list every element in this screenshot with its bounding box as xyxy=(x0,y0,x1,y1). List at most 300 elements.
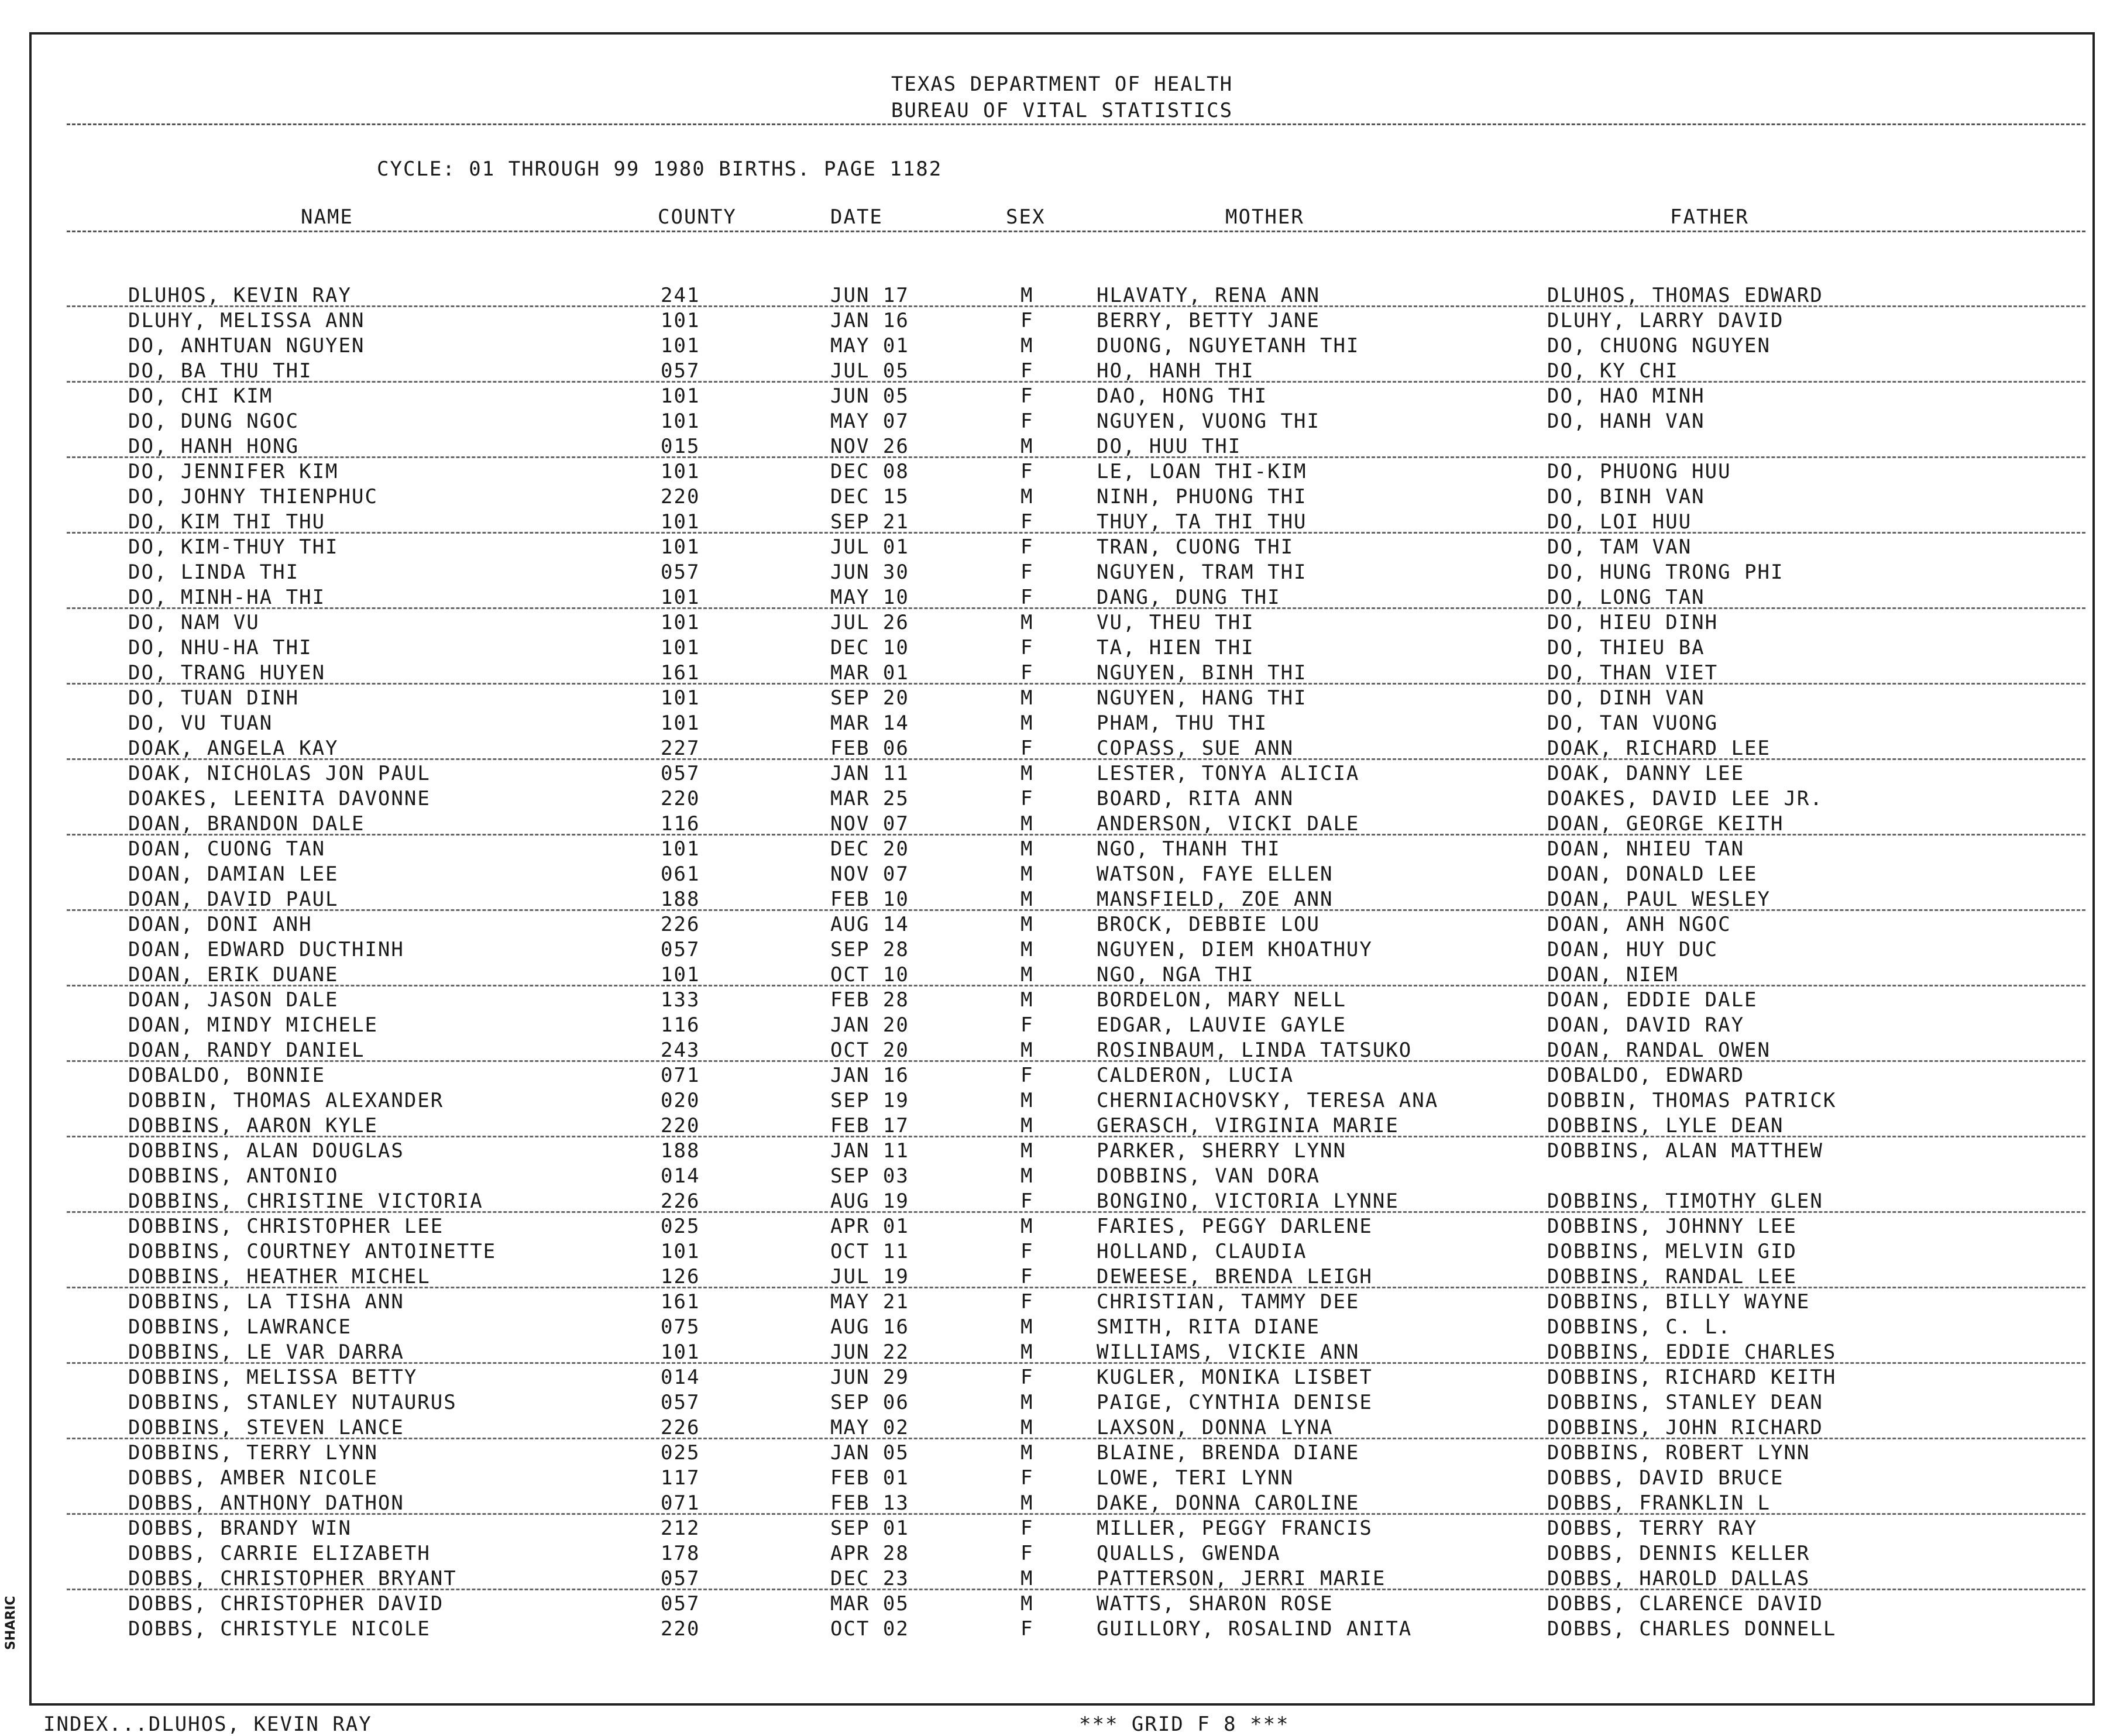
record-list xyxy=(32,283,2092,1642)
cell-mother: HLAVATY, RENA ANN xyxy=(1097,284,1320,307)
cell-sex: M xyxy=(1020,1315,1034,1339)
cell-name: DO, BA THU THI xyxy=(128,359,312,383)
cell-county: 117 xyxy=(661,1466,700,1490)
cell-date: JUL 19 xyxy=(830,1265,909,1288)
cell-county: 061 xyxy=(661,862,700,886)
cell-mother: LESTER, TONYA ALICIA xyxy=(1097,762,1360,785)
cell-sex: F xyxy=(1020,510,1034,534)
cell-name: DO, NHU-HA THI xyxy=(128,636,312,659)
cell-sex: M xyxy=(1020,1164,1034,1188)
cell-name: DOBBINS, HEATHER MICHEL xyxy=(128,1265,431,1288)
cell-mother: BONGINO, VICTORIA LYNNE xyxy=(1097,1190,1399,1213)
cell-mother: DOBBINS, VAN DORA xyxy=(1097,1164,1320,1188)
page-frame xyxy=(29,32,2095,1736)
cell-mother: MANSFIELD, ZOE ANN xyxy=(1097,888,1334,911)
cell-father: DOAN, RANDAL OWEN xyxy=(1547,1039,1771,1062)
cell-mother: GERASCH, VIRGINIA MARIE xyxy=(1097,1114,1399,1137)
cell-date: JUN 05 xyxy=(830,384,909,408)
cell-father: DOAN, PAUL WESLEY xyxy=(1547,888,1771,911)
cell-county: 020 xyxy=(661,1089,700,1112)
cell-sex: F xyxy=(1020,561,1034,584)
cell-name: DOAK, ANGELA KAY xyxy=(128,737,339,760)
table-row xyxy=(32,887,2092,912)
cell-name: DOAN, BRANDON DALE xyxy=(128,812,365,836)
cell-county: 057 xyxy=(661,1391,700,1414)
cell-sex: M xyxy=(1020,1592,1034,1615)
cell-father: DOBBS, CHARLES DONNELL xyxy=(1547,1617,1837,1641)
cell-sex: F xyxy=(1020,1290,1034,1314)
cell-father: DO, TAN VUONG xyxy=(1547,711,1719,735)
cell-date: MAR 01 xyxy=(830,661,909,685)
table-row xyxy=(32,761,2092,786)
cell-date: APR 28 xyxy=(830,1542,909,1565)
cell-father: DO, THIEU BA xyxy=(1547,636,1705,659)
header-rule-1 xyxy=(67,123,2085,125)
cell-name: DOAN, RANDY DANIEL xyxy=(128,1039,365,1062)
cell-county: 101 xyxy=(661,460,700,483)
cell-sex: M xyxy=(1020,963,1034,986)
table-row xyxy=(32,962,2092,988)
cell-date: MAR 14 xyxy=(830,711,909,735)
cell-name: DO, JENNIFER KIM xyxy=(128,460,339,483)
cell-sex: F xyxy=(1020,460,1034,483)
cell-mother: EDGAR, LAUVIE GAYLE xyxy=(1097,1013,1346,1037)
cell-date: MAR 25 xyxy=(830,787,909,810)
cell-father: DOBBIN, THOMAS PATRICK xyxy=(1547,1089,1837,1112)
cell-county: 057 xyxy=(661,762,700,785)
side-label: SHARIC xyxy=(4,1596,18,1650)
cell-county: 220 xyxy=(661,787,700,810)
cell-mother: TA, HIEN THI xyxy=(1097,636,1255,659)
col-header-date: DATE xyxy=(830,205,883,229)
cell-father: DOBBINS, JOHN RICHARD xyxy=(1547,1416,1823,1439)
cell-date: JAN 16 xyxy=(830,309,909,332)
cell-father: DOBBS, DAVID BRUCE xyxy=(1547,1466,1784,1490)
cell-county: 220 xyxy=(661,1617,700,1641)
table-row xyxy=(32,1541,2092,1566)
cell-father: DOBBINS, MELVIN GID xyxy=(1547,1240,1797,1263)
cell-date: MAY 02 xyxy=(830,1416,909,1439)
cell-mother: ANDERSON, VICKI DALE xyxy=(1097,812,1360,836)
table-row xyxy=(32,1390,2092,1415)
cell-county: 025 xyxy=(661,1215,700,1238)
cell-mother: COPASS, SUE ANN xyxy=(1097,737,1294,760)
cell-father: DOBBS, HAROLD DALLAS xyxy=(1547,1567,1810,1590)
cell-sex: M xyxy=(1020,1114,1034,1137)
cell-father: DO, TAM VAN xyxy=(1547,535,1692,559)
cell-sex: F xyxy=(1020,1190,1034,1213)
cell-name: DO, TUAN DINH xyxy=(128,686,300,710)
cell-county: 015 xyxy=(661,435,700,458)
cell-county: 116 xyxy=(661,812,700,836)
cell-county: 075 xyxy=(661,1315,700,1339)
cell-sex: M xyxy=(1020,1391,1034,1414)
table-row xyxy=(32,1239,2092,1264)
cell-father: DOAN, GEORGE KEITH xyxy=(1547,812,1784,836)
cell-father: DOBBINS, STANLEY DEAN xyxy=(1547,1391,1823,1414)
cell-mother: HOLLAND, CLAUDIA xyxy=(1097,1240,1307,1263)
table-row xyxy=(32,1290,2092,1315)
cell-father: DOBBINS, EDDIE CHARLES xyxy=(1547,1340,1837,1364)
cell-county: 220 xyxy=(661,485,700,508)
cell-father: DOAN, DAVID RAY xyxy=(1547,1013,1745,1037)
cell-date: JUL 26 xyxy=(830,611,909,634)
cell-mother: DAO, HONG THI xyxy=(1097,384,1268,408)
cell-county: 057 xyxy=(661,938,700,961)
table-row xyxy=(32,812,2092,837)
table-row xyxy=(32,283,2092,308)
cell-county: 101 xyxy=(661,384,700,408)
cell-name: DOAN, JASON DALE xyxy=(128,988,339,1012)
table-row xyxy=(32,1441,2092,1466)
cell-sex: M xyxy=(1020,1039,1034,1062)
cell-date: DEC 15 xyxy=(830,485,909,508)
cell-date: SEP 06 xyxy=(830,1391,909,1414)
col-header-father: FATHER xyxy=(1670,205,1749,229)
cell-father: DOAN, ANH NGOC xyxy=(1547,913,1731,936)
cell-mother: DAKE, DONNA CAROLINE xyxy=(1097,1491,1360,1515)
cell-county: 025 xyxy=(661,1441,700,1465)
table-row xyxy=(32,585,2092,610)
table-row xyxy=(32,786,2092,812)
cell-sex: F xyxy=(1020,787,1034,810)
cell-county: 116 xyxy=(661,1013,700,1037)
cell-date: JAN 20 xyxy=(830,1013,909,1037)
cell-county: 101 xyxy=(661,334,700,357)
cell-father: DO, HANH VAN xyxy=(1547,410,1705,433)
cell-mother: ROSINBAUM, LINDA TATSUKO xyxy=(1097,1039,1413,1062)
cell-name: DOAN, ERIK DUANE xyxy=(128,963,339,986)
cell-mother: SMITH, RITA DIANE xyxy=(1097,1315,1320,1339)
cell-date: SEP 01 xyxy=(830,1517,909,1540)
cell-father: DOAN, NHIEU TAN xyxy=(1547,837,1745,861)
cell-county: 071 xyxy=(661,1491,700,1515)
cell-name: DO, KIM THI THU xyxy=(128,510,326,534)
cell-date: FEB 13 xyxy=(830,1491,909,1515)
cell-father: DOBBINS, ROBERT LYNN xyxy=(1547,1441,1810,1465)
cell-name: DO, CHI KIM xyxy=(128,384,273,408)
cell-mother: NGUYEN, VUONG THI xyxy=(1097,410,1320,433)
cell-county: 101 xyxy=(661,837,700,861)
cell-mother: FARIES, PEGGY DARLENE xyxy=(1097,1215,1373,1238)
cell-county: 101 xyxy=(661,510,700,534)
cell-county: 133 xyxy=(661,988,700,1012)
table-row xyxy=(32,610,2092,635)
cell-name: DOBBINS, COURTNEY ANTOINETTE xyxy=(128,1240,497,1263)
cell-sex: F xyxy=(1020,309,1034,332)
cell-county: 226 xyxy=(661,1416,700,1439)
cell-sex: M xyxy=(1020,1416,1034,1439)
cell-name: DOBBINS, CHRISTINE VICTORIA xyxy=(128,1190,483,1213)
cell-father: DO, KY CHI xyxy=(1547,359,1679,383)
table-row xyxy=(32,459,2092,484)
table-row xyxy=(32,686,2092,711)
cell-name: DOAN, DAVID PAUL xyxy=(128,888,339,911)
cell-father: DOAK, DANNY LEE xyxy=(1547,762,1745,785)
table-row xyxy=(32,1340,2092,1365)
cell-county: 220 xyxy=(661,1114,700,1137)
cell-mother: DEWEESE, BRENDA LEIGH xyxy=(1097,1265,1373,1288)
cell-sex: M xyxy=(1020,284,1034,307)
cell-sex: F xyxy=(1020,737,1034,760)
cell-sex: M xyxy=(1020,485,1034,508)
cell-date: NOV 26 xyxy=(830,435,909,458)
cell-county: 126 xyxy=(661,1265,700,1288)
cell-mother: QUALLS, GWENDA xyxy=(1097,1542,1281,1565)
cell-county: 101 xyxy=(661,1240,700,1263)
table-row xyxy=(32,661,2092,686)
table-row xyxy=(32,1617,2092,1642)
cell-father: DO, CHUONG NGUYEN xyxy=(1547,334,1771,357)
table-row xyxy=(32,862,2092,887)
cell-sex: M xyxy=(1020,862,1034,886)
table-row xyxy=(32,1516,2092,1541)
cell-date: AUG 14 xyxy=(830,913,909,936)
cell-name: DOAN, EDWARD DUCTHINH xyxy=(128,938,404,961)
cell-county: 014 xyxy=(661,1164,700,1188)
table-row xyxy=(32,1063,2092,1088)
cell-date: NOV 07 xyxy=(830,862,909,886)
cell-sex: F xyxy=(1020,661,1034,685)
cell-sex: F xyxy=(1020,1542,1034,1565)
cell-mother: BORDELON, MARY NELL xyxy=(1097,988,1346,1012)
table-row xyxy=(32,736,2092,761)
cell-date: JUL 05 xyxy=(830,359,909,383)
cell-name: DOAN, DAMIAN LEE xyxy=(128,862,339,886)
cell-sex: F xyxy=(1020,1366,1034,1389)
cell-sex: M xyxy=(1020,988,1034,1012)
bureau-title: BUREAU OF VITAL STATISTICS xyxy=(891,99,1233,122)
cell-sex: M xyxy=(1020,334,1034,357)
cell-sex: M xyxy=(1020,1089,1034,1112)
cell-father: DOBBS, CLARENCE DAVID xyxy=(1547,1592,1823,1615)
cell-mother: NINH, PHUONG THI xyxy=(1097,485,1307,508)
cell-date: JUN 30 xyxy=(830,561,909,584)
table-row xyxy=(32,560,2092,585)
cell-name: DOBBS, CHRISTOPHER BRYANT xyxy=(128,1567,457,1590)
cell-sex: M xyxy=(1020,1567,1034,1590)
cell-sex: F xyxy=(1020,1517,1034,1540)
cell-name: DOAN, MINDY MICHELE xyxy=(128,1013,378,1037)
cell-name: DOBBINS, STEVEN LANCE xyxy=(128,1416,404,1439)
cell-county: 161 xyxy=(661,661,700,685)
cell-name: DOBBINS, LAWRANCE xyxy=(128,1315,352,1339)
cell-father: DLUHOS, THOMAS EDWARD xyxy=(1547,284,1823,307)
cell-mother: DUONG, NGUYETANH THI xyxy=(1097,334,1360,357)
cell-name: DOBBS, CHRISTOPHER DAVID xyxy=(128,1592,444,1615)
cell-date: NOV 07 xyxy=(830,812,909,836)
table-row xyxy=(32,1113,2092,1139)
cell-county: 057 xyxy=(661,359,700,383)
cell-sex: M xyxy=(1020,1139,1034,1163)
cell-father: DOBBINS, JOHNNY LEE xyxy=(1547,1215,1797,1238)
cycle-line: CYCLE: 01 THROUGH 99 1980 BIRTHS. PAGE 1182 xyxy=(377,157,943,181)
cell-date: MAY 01 xyxy=(830,334,909,357)
table-row xyxy=(32,1013,2092,1038)
table-row xyxy=(32,1038,2092,1063)
cell-name: DLUHY, MELISSA ANN xyxy=(128,309,365,332)
col-header-mother: MOTHER xyxy=(1225,205,1304,229)
cell-sex: M xyxy=(1020,686,1034,710)
cell-county: 178 xyxy=(661,1542,700,1565)
cell-date: FEB 17 xyxy=(830,1114,909,1137)
table-row xyxy=(32,510,2092,535)
cell-sex: F xyxy=(1020,1013,1034,1037)
cell-sex: F xyxy=(1020,535,1034,559)
cell-name: DOBBS, ANTHONY DATHON xyxy=(128,1491,404,1515)
cell-sex: F xyxy=(1020,384,1034,408)
cell-name: DOBBINS, STANLEY NUTAURUS xyxy=(128,1391,457,1414)
cell-date: JUN 22 xyxy=(830,1340,909,1364)
cell-sex: M xyxy=(1020,1215,1034,1238)
cell-date: MAY 10 xyxy=(830,586,909,609)
cell-sex: F xyxy=(1020,359,1034,383)
cell-name: DOAN, DONI ANH xyxy=(128,913,312,936)
cell-name: DOBBINS, AARON KYLE xyxy=(128,1114,378,1137)
cell-father: DOBBINS, LYLE DEAN xyxy=(1547,1114,1784,1137)
cell-date: SEP 28 xyxy=(830,938,909,961)
cell-father: DOAN, DONALD LEE xyxy=(1547,862,1758,886)
cell-name: DOAK, NICHOLAS JON PAUL xyxy=(128,762,431,785)
cell-father: DOAKES, DAVID LEE JR. xyxy=(1547,787,1823,810)
cell-name: DOBBINS, TERRY LYNN xyxy=(128,1441,378,1465)
cell-father: DO, PHUONG HUU xyxy=(1547,460,1731,483)
cell-date: JUN 29 xyxy=(830,1366,909,1389)
cell-county: 101 xyxy=(661,686,700,710)
cell-date: JAN 11 xyxy=(830,762,909,785)
cell-date: DEC 23 xyxy=(830,1567,909,1590)
table-row xyxy=(32,409,2092,434)
cell-father: DOBBINS, RANDAL LEE xyxy=(1547,1265,1797,1288)
cell-name: DOBBS, CHRISTYLE NICOLE xyxy=(128,1617,431,1641)
table-row xyxy=(32,334,2092,359)
cell-mother: NGUYEN, BINH THI xyxy=(1097,661,1307,685)
cell-date: DEC 10 xyxy=(830,636,909,659)
cell-sex: M xyxy=(1020,611,1034,634)
cell-mother: WILLIAMS, VICKIE ANN xyxy=(1097,1340,1360,1364)
cell-name: DOBBINS, ALAN DOUGLAS xyxy=(128,1139,404,1163)
cell-mother: BLAINE, BRENDA DIANE xyxy=(1097,1441,1360,1465)
cell-mother: PHAM, THU THI xyxy=(1097,711,1268,735)
cell-county: 057 xyxy=(661,1567,700,1590)
cell-date: MAY 07 xyxy=(830,410,909,433)
cell-sex: F xyxy=(1020,1265,1034,1288)
cell-county: 226 xyxy=(661,913,700,936)
cell-date: AUG 19 xyxy=(830,1190,909,1213)
table-row xyxy=(32,1189,2092,1214)
cell-county: 071 xyxy=(661,1064,700,1087)
cell-county: 226 xyxy=(661,1190,700,1213)
cell-county: 101 xyxy=(661,410,700,433)
cell-mother: LE, LOAN THI-KIM xyxy=(1097,460,1307,483)
cell-date: SEP 21 xyxy=(830,510,909,534)
cell-father: DOBBINS, C. L. xyxy=(1547,1315,1731,1339)
cell-father: DOBBINS, ALAN MATTHEW xyxy=(1547,1139,1823,1163)
cell-date: OCT 20 xyxy=(830,1039,909,1062)
col-header-sex: SEX xyxy=(1006,205,1046,229)
cell-county: 188 xyxy=(661,1139,700,1163)
cell-father: DO, DINH VAN xyxy=(1547,686,1705,710)
cell-name: DO, JOHNY THIENPHUC xyxy=(128,485,378,508)
cell-sex: F xyxy=(1020,586,1034,609)
cell-mother: BROCK, DEBBIE LOU xyxy=(1097,913,1320,936)
cell-sex: M xyxy=(1020,812,1034,836)
cell-county: 241 xyxy=(661,284,700,307)
table-row xyxy=(32,1365,2092,1390)
table-row xyxy=(32,359,2092,384)
agency-title: TEXAS DEPARTMENT OF HEALTH xyxy=(891,73,1233,96)
table-row xyxy=(32,1466,2092,1491)
table-row xyxy=(32,937,2092,962)
cell-father: DOBBINS, RICHARD KEITH xyxy=(1547,1366,1837,1389)
cell-father: DO, LONG TAN xyxy=(1547,586,1705,609)
cell-county: 188 xyxy=(661,888,700,911)
footer-index: INDEX...DLUHOS, KEVIN RAY xyxy=(43,1713,372,1736)
cell-date: JAN 16 xyxy=(830,1064,909,1087)
cell-date: FEB 06 xyxy=(830,737,909,760)
cell-name: DOBALDO, BONNIE xyxy=(128,1064,326,1087)
cell-date: FEB 10 xyxy=(830,888,909,911)
table-row xyxy=(32,837,2092,862)
col-header-county: COUNTY xyxy=(658,205,737,229)
cell-county: 057 xyxy=(661,561,700,584)
table-row xyxy=(32,635,2092,661)
cell-father: DO, BINH VAN xyxy=(1547,485,1705,508)
table-row xyxy=(32,1088,2092,1113)
table-row xyxy=(32,434,2092,459)
cell-father: DOBBINS, TIMOTHY GLEN xyxy=(1547,1190,1823,1213)
cell-mother: VU, THEU THI xyxy=(1097,611,1255,634)
cell-mother: WATSON, FAYE ELLEN xyxy=(1097,862,1334,886)
cell-name: DOAKES, LEENITA DAVONNE xyxy=(128,787,431,810)
cell-mother: WATTS, SHARON ROSE xyxy=(1097,1592,1334,1615)
cell-mother: DANG, DUNG THI xyxy=(1097,586,1281,609)
cell-name: DOBBS, BRANDY WIN xyxy=(128,1517,352,1540)
cell-date: OCT 02 xyxy=(830,1617,909,1641)
table-row xyxy=(32,1139,2092,1164)
cell-sex: M xyxy=(1020,938,1034,961)
cell-county: 014 xyxy=(661,1366,700,1389)
footer-grid: *** GRID F 8 *** xyxy=(1079,1713,1290,1736)
cell-mother: NGUYEN, HANG THI xyxy=(1097,686,1307,710)
cell-name: DOAN, CUONG TAN xyxy=(128,837,326,861)
cell-mother: LOWE, TERI LYNN xyxy=(1097,1466,1294,1490)
cell-date: DEC 08 xyxy=(830,460,909,483)
cell-father: DOBBS, TERRY RAY xyxy=(1547,1517,1758,1540)
cell-date: MAY 21 xyxy=(830,1290,909,1314)
table-row xyxy=(32,1591,2092,1617)
cell-date: DEC 20 xyxy=(830,837,909,861)
cell-name: DOBBS, AMBER NICOLE xyxy=(128,1466,378,1490)
cell-sex: F xyxy=(1020,410,1034,433)
cell-mother: TRAN, CUONG THI xyxy=(1097,535,1294,559)
cell-date: APR 01 xyxy=(830,1215,909,1238)
cell-sex: M xyxy=(1020,888,1034,911)
cell-father: DOAN, NIEM xyxy=(1547,963,1679,986)
cell-mother: BOARD, RITA ANN xyxy=(1097,787,1294,810)
cell-sex: M xyxy=(1020,913,1034,936)
cell-name: DOBBINS, LA TISHA ANN xyxy=(128,1290,404,1314)
cell-father: DO, LOI HUU xyxy=(1547,510,1692,534)
table-row xyxy=(32,912,2092,937)
cell-name: DOBBINS, LE VAR DARRA xyxy=(128,1340,404,1364)
cell-county: 161 xyxy=(661,1290,700,1314)
cell-mother: GUILLORY, ROSALIND ANITA xyxy=(1097,1617,1413,1641)
cell-mother: CALDERON, LUCIA xyxy=(1097,1064,1294,1087)
cell-father: DO, THAN VIET xyxy=(1547,661,1719,685)
cell-father: DOBBS, DENNIS KELLER xyxy=(1547,1542,1810,1565)
cell-date: OCT 11 xyxy=(830,1240,909,1263)
